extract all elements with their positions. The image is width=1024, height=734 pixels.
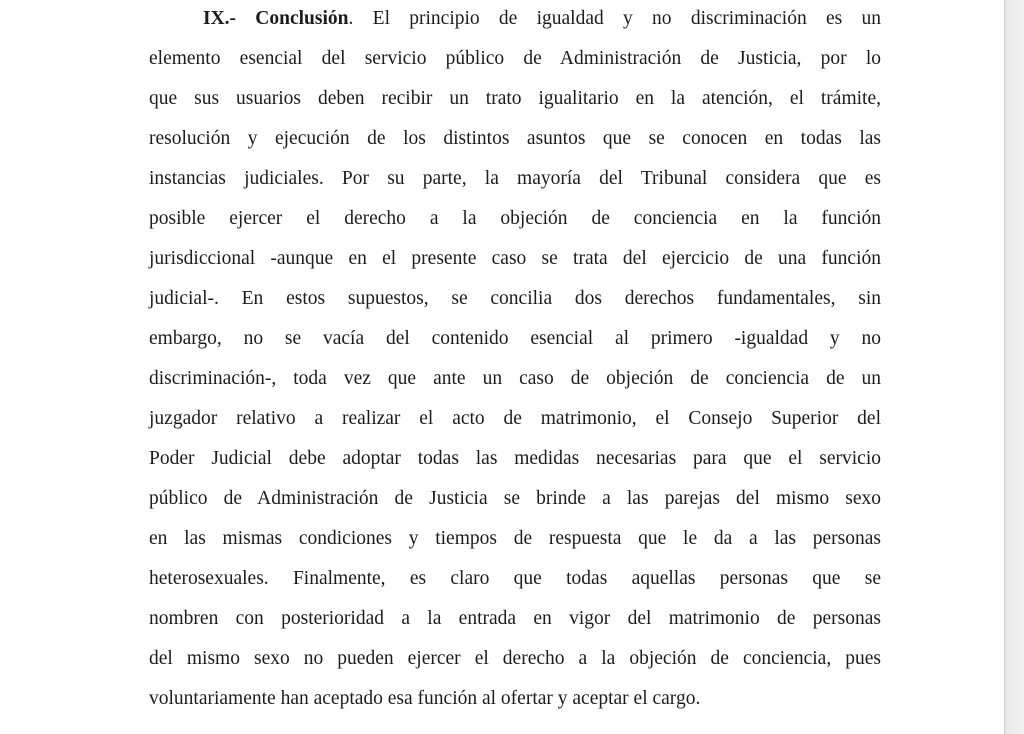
paragraph-line: voluntariamente han aceptado esa función al ofertar y aceptar el cargo. [149,688,701,709]
paragraph-line: elemento esencial del servicio público de Administración de Justicia, por lo [149,48,881,69]
paragraph-line: que sus usuarios deben recibir un trato igualitario en la atención, el trámite, [149,88,881,109]
paragraph-line: Poder Judicial debe adoptar todas las medidas necesarias para que el servicio [149,448,881,469]
paragraph-line: judicial-. En estos supuestos, se concilia dos derechos fundamentales, sin [149,288,881,309]
paragraph-line: instancias judiciales. Por su parte, la mayoría del Tribunal considera que es [149,168,881,189]
paragraph-line: público de Administración de Justicia se brinde a las parejas del mismo sexo [149,488,881,509]
paragraph-line: juzgador relativo a realizar el acto de matrimonio, el Consejo Superior del [149,408,881,429]
paragraph-line: nombren con posterioridad a la entrada en vigor del matrimonio de personas [149,608,881,629]
paragraph-line: resolución y ejecución de los distintos asuntos que se conocen en todas las [149,128,881,149]
paragraph-line: discriminación-, toda vez que ante un caso de objeción de conciencia de un [149,368,881,389]
paragraph-line: embargo, no se vacía del contenido esencial al primero -igualdad y no [149,328,881,349]
paragraph-line: posible ejercer el derecho a la objeción de conciencia en la función [149,208,881,229]
paragraph-line: en las mismas condiciones y tiempos de respuesta que le da a las personas [149,528,881,549]
paragraph-line: IX.- Conclusión. El principio de igualdad y no discriminación es un [203,8,881,29]
paragraph-line: heterosexuales. Finalmente, es claro que todas aquellas personas que se [149,568,881,589]
page-edge [1004,0,1024,734]
section-heading: IX.- Conclusión [203,8,349,29]
paragraph-line: jurisdiccional -aunque en el presente caso se trata del ejercicio de una función [149,248,881,269]
paragraph-line: del mismo sexo no pueden ejercer el derecho a la objeción de conciencia, pues [149,648,881,669]
